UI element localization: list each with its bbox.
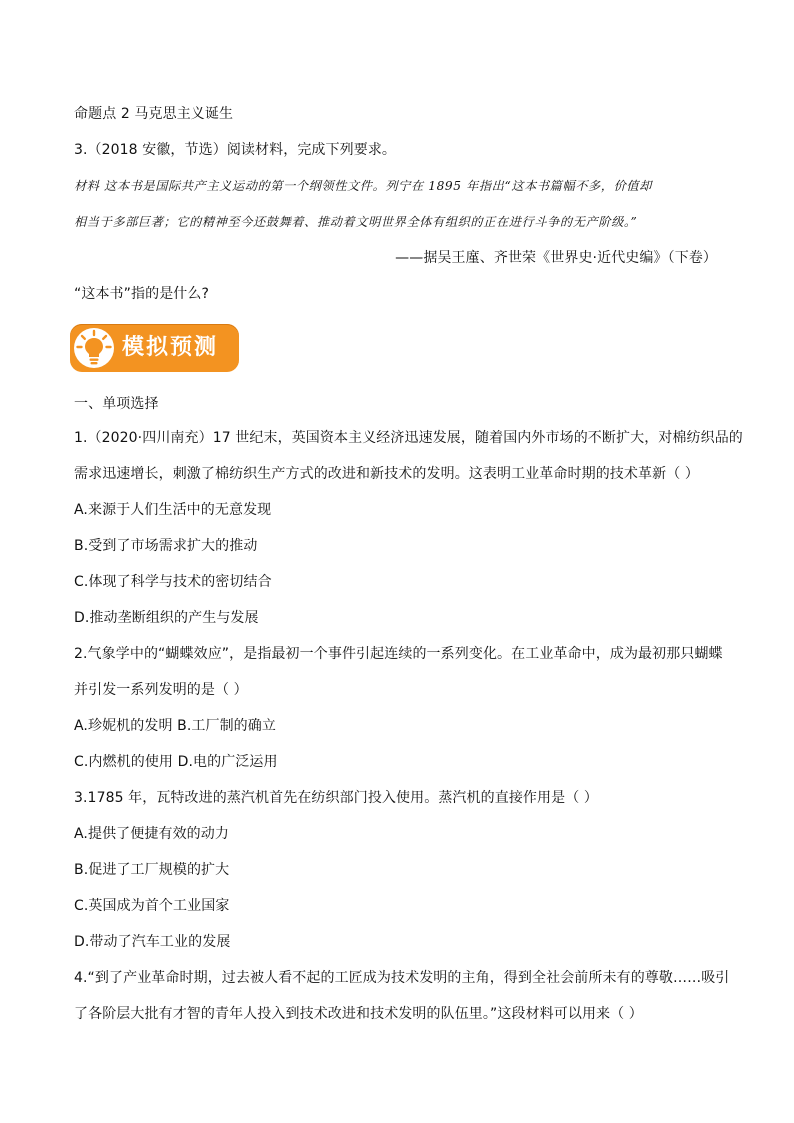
q2-line-1: 2.气象学中的“蝴蝶效应”，是指最初一个事件引起连续的一系列变化。在工业革命中，成为最初那只蝴蝶 [74,646,723,662]
q2-options-row-2: C.内燃机的使用 D.电的广泛运用 [74,754,278,770]
q1-line-1: 1.（2020·四川南充）17 世纪末，英国资本主义经济迅速发展，随着国内外市场的不断扩大，对棉纺织品的 [74,430,743,446]
material-source: ——据吴王廑、齐世荣《世界史·近代史编》（下卷） [395,250,717,266]
q3-option-d: D.带动了汽车工业的发展 [74,934,231,950]
q1-line-2: 需求迅速增长，刺激了棉纺织生产方式的改进和新技术的发明。这表明工业革命时期的技术革新（ ） [74,466,699,482]
q1-option-c: C.体现了科学与技术的密切结合 [74,574,272,590]
simulation-badge [70,324,239,372]
material-line-1: 材料 这本书是国际共产主义运动的第一个纲领性文件。列宁在 1895 年指出“这本书篇幅不多，价值却 [74,179,652,193]
lightbulb-icon [74,328,114,368]
q-2018-stem: 3.（2018 安徽，节选）阅读材料，完成下列要求。 [74,142,397,158]
q2-options-row-1: A.珍妮机的发明 B.工厂制的确立 [74,718,276,734]
q2-line-2: 并引发一系列发明的是（ ） [74,682,248,698]
q4-line-1: 4.“到了产业革命时期，过去被人看不起的工匠成为技术发明的主角，得到全社会前所未有的尊敬……吸引 [74,970,730,986]
q1-option-a: A.来源于人们生活中的无意发现 [74,502,272,518]
q3-option-a: A.提供了便捷有效的动力 [74,826,229,842]
q1-option-d: D.推动垄断组织的产生与发展 [74,610,259,626]
q3-line-1: 3.1785 年，瓦特改进的蒸汽机首先在纺织部门投入使用。蒸汽机的直接作用是（ ） [74,790,598,806]
q4-line-2: 了各阶层大批有才智的青年人投入到技术改进和技术发明的队伍里。”这段材料可以用来（ ） [74,1006,643,1022]
part-heading: 一、单项选择 [74,396,159,412]
q-2018-question: “这本书”指的是什么? [74,286,210,302]
material-line-2: 相当于多部巨著；它的精神至今还鼓舞着、推动着文明世界全体有组织的正在进行斗争的无产阶级。” [74,215,638,229]
q3-option-b: B.促进了工厂规模的扩大 [74,862,230,878]
q3-option-c: C.英国成为首个工业国家 [74,898,230,914]
section-heading: 命题点 2 马克思主义诞生 [74,106,234,122]
q1-option-b: B.受到了市场需求扩大的推动 [74,538,258,554]
badge-label: 模拟预测 [122,335,219,360]
